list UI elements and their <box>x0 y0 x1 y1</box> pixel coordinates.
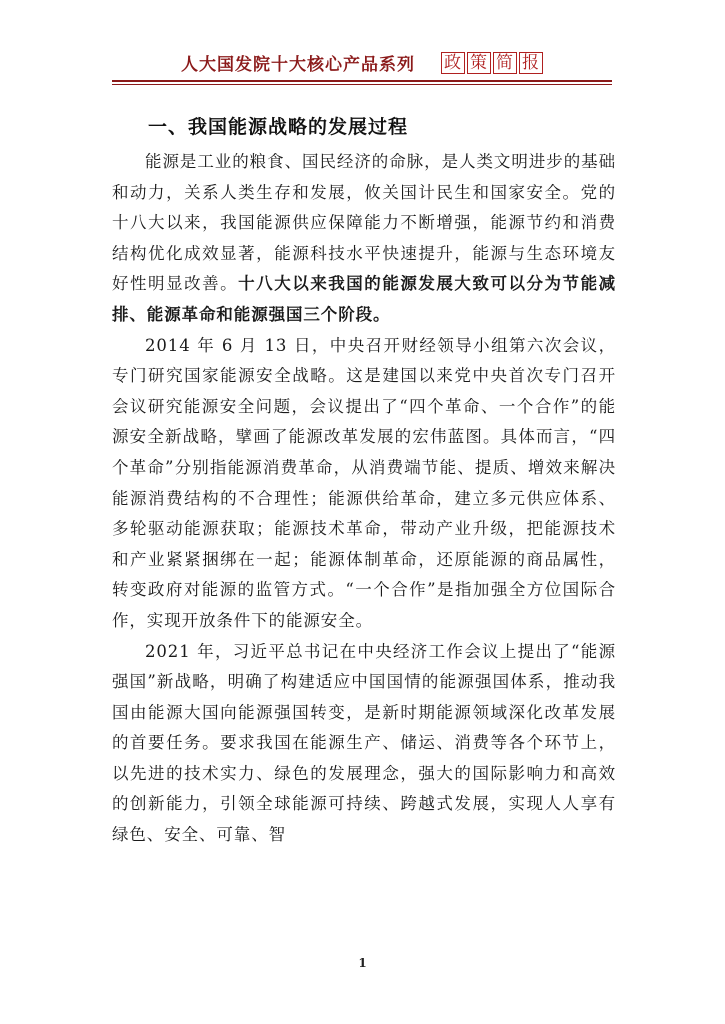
brief-char-1: 政 <box>441 52 465 74</box>
paragraph-1 <box>112 147 616 331</box>
paragraph-3-text: 2021 年，习近平总书记在中央经济工作会议上提出了“能源强国”新战略，明确了构建适应中国国情的能源强国体系，推动我国由能源大国向能源强国转变，是新时期能源领域深化改革发展的首要任务。要求我国在能源生产、储运、消费等各个环节上，以先进的技术实力、绿色的发展理念，强大的国际影响力和高效的创新能力，引领全球能源可持续、跨越式发展，实现人人享有绿色、安全、可靠、智 <box>112 641 616 845</box>
paragraph-1-text: 能源是工业的粮食、国民经济的命脉，是人类文明进步的基础和动力，关系人类生存和发展，攸关国计民生和国家安全。党的十八大以来，我国能源供应保障能力不断增强，能源节约和消费结构优化成效显著，能源科技水平快速提升，能源与生态环境友好性明显改善。 <box>112 152 616 294</box>
header-rule-thin <box>112 84 612 85</box>
paragraph-3 <box>112 637 616 851</box>
paragraph-1-bold-text: 十八大以来我国的能源发展大致可以分为节能减排、能源革命和能源强国三个阶段。 <box>112 274 616 324</box>
policy-brief-badge <box>440 52 544 74</box>
page-number: 1 <box>358 956 367 970</box>
document-header <box>0 50 725 75</box>
brief-char-2: 策 <box>467 52 491 74</box>
series-title: 人大国发院十大核心产品系列 <box>181 55 416 75</box>
brief-char-3: 简 <box>493 52 517 74</box>
paragraph-2-text: 2014 年 6 月 13 日，中央召开财经领导小组第六次会议，专门研究国家能源安全战略。这是建国以来党中央首次专门召开会议研究能源安全问题，会议提出了“四个革命、一个合作”的能源安全新战略，擘画了能源改革发展的宏伟蓝图。具体而言，“四个革命”分别指能源消费革命，从消费端节能、提质、增效来解决能源消费结构的不合理性；能源供给革命，建立多元供应体系、多轮驱动能源获取；能源技术革命，带动产业升级，把能源技术和产业紧紧捆绑在一起；能源体制革命，还原能源的商品属性，转变政府对能源的监管方式。“一个合作”是指加强全方位国际合作，实现开放条件下的能源安全。 <box>112 335 616 630</box>
paragraph-2 <box>112 331 616 637</box>
section-heading: 一、我国能源战略的发展过程 <box>148 116 409 138</box>
brief-char-4: 报 <box>519 52 543 74</box>
header-rule-thick <box>112 80 612 82</box>
body-text <box>112 147 616 851</box>
